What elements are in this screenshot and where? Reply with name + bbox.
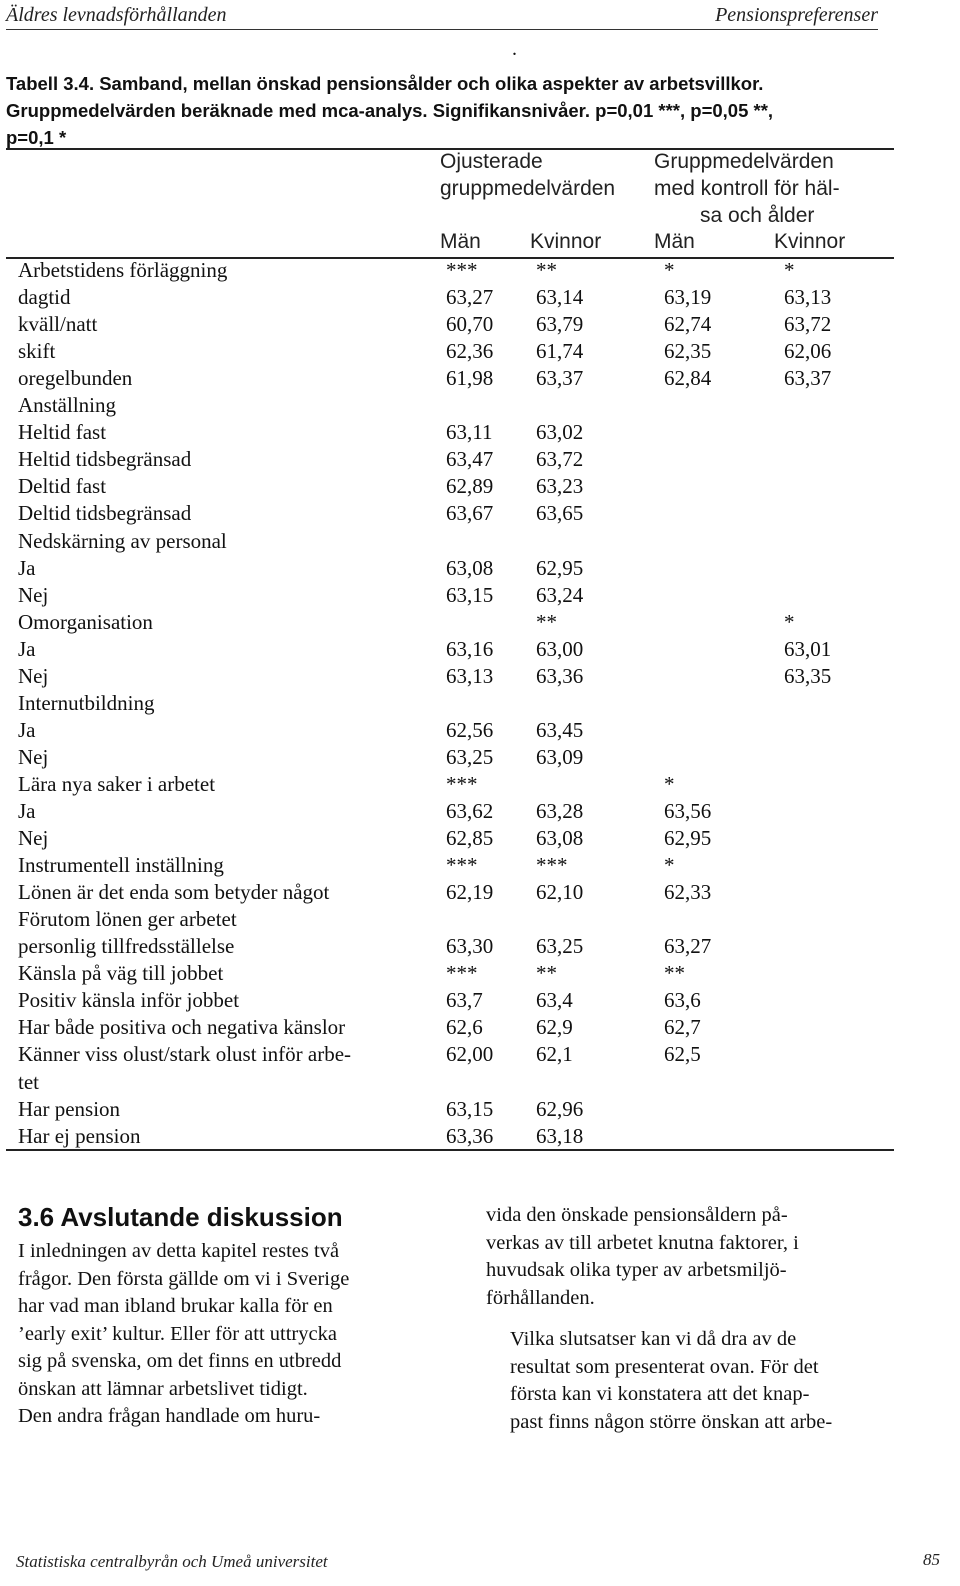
footer-publisher: Statistiska centralbyrån och Umeå universitet (16, 1552, 328, 1571)
group-unadjusted-line-2: gruppmedelvärden (440, 177, 616, 200)
table-cell: 62,36 (446, 339, 494, 364)
table-cell: * (664, 853, 675, 878)
row-label: Nej (18, 582, 49, 607)
caption-line-1: Tabell 3.4. Samband, mellan önskad pensionsålder och olika aspekter av arbetsvillkor. (6, 73, 764, 94)
row-label: Ja (18, 799, 36, 823)
table-cell: ** (536, 609, 557, 634)
table-cell: *** (446, 258, 478, 282)
table-cell: 63,01 (784, 636, 832, 661)
table-cell: 63,36 (536, 663, 584, 688)
table-cell: 61,74 (536, 339, 584, 364)
row-label: Omorganisation (18, 609, 153, 634)
table-cell: *** (446, 771, 478, 796)
row-label: Positiv känsla inför jobbet (18, 988, 240, 1013)
row-label: Har pension (18, 1096, 121, 1121)
row-label: Ja (18, 717, 36, 742)
table-cell: 62,6 (446, 1015, 483, 1040)
row-label: Nej (18, 663, 49, 688)
column-header-men-unadjusted: Män (440, 230, 481, 253)
table-row (18, 906, 888, 933)
row-label: Deltid tidsbegränsad (18, 501, 192, 526)
footer-page-number: 85 (923, 1550, 940, 1569)
table-cell: 63,15 (446, 1096, 494, 1121)
body-text-left-column (18, 1238, 438, 1431)
table-cell: 62,95 (664, 826, 712, 851)
table-cell: 63,25 (536, 934, 584, 959)
column-group-unadjusted (440, 148, 615, 202)
table-row (18, 852, 888, 879)
row-label: Har både positiva och negativa känslor (18, 1015, 346, 1040)
table-cell: 63,13 (446, 663, 494, 688)
table-row (18, 1123, 888, 1150)
table-cell: 62,35 (664, 339, 712, 364)
row-label: Känsla på väg till jobbet (18, 961, 224, 986)
header-rule (6, 29, 878, 30)
table-cell: 63,36 (446, 1123, 494, 1148)
text-line: verkas av till arbetet knutna faktorer, i (486, 1231, 799, 1254)
table-cell: * (664, 771, 675, 796)
table-cell: 63,19 (664, 285, 712, 310)
running-header-right: Pensionspreferenser (715, 4, 878, 26)
table-cell: ** (536, 961, 557, 986)
table-row (18, 500, 888, 527)
row-label: Nedskärning av personal (18, 528, 227, 553)
text-line: första kan vi konstatera att det knap- (510, 1383, 810, 1405)
table-cell: 63,6 (664, 988, 701, 1013)
table-cell: 63,11 (446, 420, 493, 445)
table-cell: * (784, 609, 795, 634)
table-cell: 63,16 (446, 636, 494, 661)
table-cell: 62,9 (536, 1015, 573, 1040)
caption-line-3: p=0,1 * (6, 127, 67, 148)
table-cell: 61,98 (446, 366, 494, 391)
table-row (18, 663, 888, 690)
table-cell: 62,74 (664, 312, 712, 337)
row-label: Nej (18, 826, 49, 851)
table-cell: ** (536, 258, 557, 282)
group-adjusted-line-2: med kontroll för häl- (654, 177, 840, 200)
running-header-left: Äldres levnadsförhållanden (6, 4, 227, 26)
row-label: Internutbildning (18, 690, 155, 715)
table-cell: ** (664, 961, 685, 986)
column-group-adjusted (654, 148, 840, 229)
table-row (18, 933, 888, 960)
column-header-men-adjusted: Män (654, 230, 695, 253)
table-cell: 62,33 (664, 880, 712, 905)
table-cell: 62,84 (664, 366, 712, 391)
row-label: dagtid (18, 285, 71, 310)
row-label: Ja (18, 555, 36, 580)
table-cell: 63,7 (446, 988, 483, 1013)
row-label: Heltid tidsbegränsad (18, 447, 192, 472)
table-cell: 62,95 (536, 555, 584, 580)
table-cell: 63,13 (784, 285, 832, 310)
row-label: kväll/natt (18, 312, 98, 337)
table-cell: *** (446, 961, 478, 986)
table-row (18, 771, 888, 798)
table-row (18, 690, 888, 717)
table-row (18, 879, 888, 906)
text-line: resultat som presenterat ovan. För det (510, 1355, 819, 1378)
row-label: Nej (18, 744, 49, 769)
table-row (18, 744, 888, 771)
row-label: Deltid fast (18, 474, 107, 499)
row-label: Ja (18, 636, 36, 661)
table-cell: 62,19 (446, 880, 494, 905)
table-cell: 62,56 (446, 717, 494, 742)
text-line: önskan att lämnar arbetslivet tidigt. (18, 1377, 308, 1400)
stray-dot: . (512, 38, 517, 60)
group-adjusted-line-3: sa och ålder (700, 204, 815, 227)
table-cell: 63,08 (536, 826, 584, 851)
table-row (18, 798, 888, 825)
row-label: skift (18, 339, 56, 364)
table-cell: 63,00 (536, 636, 584, 661)
table-cell: 63,08 (446, 555, 494, 580)
row-label: Har ej pension (18, 1123, 141, 1148)
table-row (18, 825, 888, 852)
row-label: Lönen är det enda som betyder något (18, 880, 330, 905)
table-cell: 63,37 (784, 366, 832, 391)
table-cell: 63,35 (784, 663, 832, 688)
row-label: personlig tillfredsställelse (18, 934, 235, 959)
text-line: vida den önskade pensionsåldern på- (486, 1204, 788, 1226)
table-row (18, 392, 888, 419)
table-cell: 63,4 (536, 988, 573, 1013)
table-row (18, 365, 888, 392)
table-cell: 63,18 (536, 1123, 584, 1148)
column-header-women-unadjusted: Kvinnor (530, 230, 602, 253)
right-paragraph-2 (486, 1326, 886, 1436)
table-cell: 62,00 (446, 1042, 494, 1067)
text-line: huvudsak olika typer av arbetsmiljö- (486, 1259, 787, 1281)
row-label: Heltid fast (18, 420, 107, 445)
table-cell: 63,14 (536, 285, 584, 310)
column-header-women-adjusted: Kvinnor (774, 230, 846, 253)
table-row (18, 609, 888, 636)
table-row (18, 582, 888, 609)
table-cell: 63,23 (536, 474, 584, 499)
table-cell: 62,89 (446, 474, 494, 499)
table-cell: 63,15 (446, 582, 494, 607)
table-cell: 63,62 (446, 799, 494, 823)
text-line: frågor. Den första gällde om vi i Sverige (18, 1267, 350, 1290)
table-row (18, 311, 888, 338)
table-cell: 63,56 (664, 799, 712, 823)
table-cell: 62,06 (784, 339, 832, 364)
table-row (18, 555, 888, 582)
table-cell: * (784, 258, 795, 282)
running-header (6, 2, 878, 28)
table-cell: 63,25 (446, 744, 494, 769)
text-line: Den andra frågan handlade om huru- (18, 1405, 321, 1427)
group-adjusted-line-1: Gruppmedelvärden (654, 150, 834, 173)
table-cell: 63,79 (536, 312, 584, 337)
table-row (18, 960, 888, 987)
text-line: förhållanden. (486, 1286, 595, 1309)
table-cell: 63,30 (446, 934, 494, 959)
row-label: Lära nya saker i arbetet (18, 771, 216, 796)
table-cell: 63,37 (536, 366, 584, 391)
table-cell: 62,1 (536, 1042, 573, 1067)
table-cell: 63,27 (664, 934, 712, 959)
table-cell: 63,47 (446, 447, 494, 472)
table-cell: *** (536, 853, 568, 878)
table-cell: 63,09 (536, 744, 584, 769)
table-bottom-rule (6, 1149, 894, 1151)
table-row (18, 1041, 888, 1068)
table-cell: 62,10 (536, 880, 584, 905)
table-cell: 62,5 (664, 1042, 701, 1067)
text-line: I inledningen av detta kapitel restes två (18, 1240, 340, 1262)
table-cell: *** (446, 853, 478, 878)
text-line: past finns någon större önskan att arbe- (510, 1410, 833, 1433)
table-cell: 63,72 (784, 312, 832, 337)
row-label: oregelbunden (18, 366, 133, 391)
table-row (18, 257, 888, 284)
table-row (18, 1096, 888, 1123)
table-cell: 60,70 (446, 312, 494, 337)
row-label: Instrumentell inställning (18, 853, 224, 878)
table-row (18, 284, 888, 311)
table-cell: 63,27 (446, 285, 494, 310)
table-cell: 62,96 (536, 1096, 584, 1121)
table-row (18, 419, 888, 446)
table-caption (6, 70, 886, 151)
table-row (18, 636, 888, 663)
table-row (18, 717, 888, 744)
caption-line-2: Gruppmedelvärden beräknade med mca-analys. Signifikansnivåer. p=0,01 ***, p=0,05 **, (6, 100, 774, 121)
text-line: sig på svenska, om det finns en utbredd (18, 1350, 342, 1372)
text-line: Vilka slutsatser kan vi då dra av de (510, 1328, 797, 1350)
body-text-right-column (486, 1202, 886, 1436)
table-cell: 63,24 (536, 582, 584, 607)
table-row (18, 473, 888, 500)
row-label: Känner viss olust/stark olust inför arbe- (18, 1042, 352, 1067)
table-cell: 63,72 (536, 447, 584, 472)
table-cell: 63,28 (536, 799, 584, 823)
row-label: tet (18, 1069, 39, 1094)
row-label: Arbetstidens förläggning (18, 258, 228, 282)
table-row (18, 446, 888, 473)
right-paragraph-1 (486, 1202, 886, 1312)
text-line: ’early exit’ kultur. Eller för att uttrycka (18, 1322, 337, 1345)
row-label: Anställning (18, 393, 116, 418)
table-cell: 63,45 (536, 717, 584, 742)
table-row (18, 1069, 888, 1096)
left-paragraph (18, 1238, 438, 1431)
table-row (18, 528, 888, 555)
section-heading: 3.6 Avslutande diskussion (18, 1202, 343, 1232)
table-cell: * (664, 258, 675, 282)
table-row (18, 987, 888, 1014)
row-label: Förutom lönen ger arbetet (18, 907, 237, 932)
group-unadjusted-line-1: Ojusterade (440, 150, 543, 173)
table-row (18, 1014, 888, 1041)
table-cell: 63,02 (536, 420, 584, 445)
table-cell: 63,67 (446, 501, 494, 526)
table-cell: 63,65 (536, 501, 584, 526)
table-cell: 62,7 (664, 1015, 701, 1040)
text-line: har vad man ibland brukar kalla för en (18, 1295, 333, 1317)
table-row (18, 338, 888, 365)
table-cell: 62,85 (446, 826, 494, 851)
